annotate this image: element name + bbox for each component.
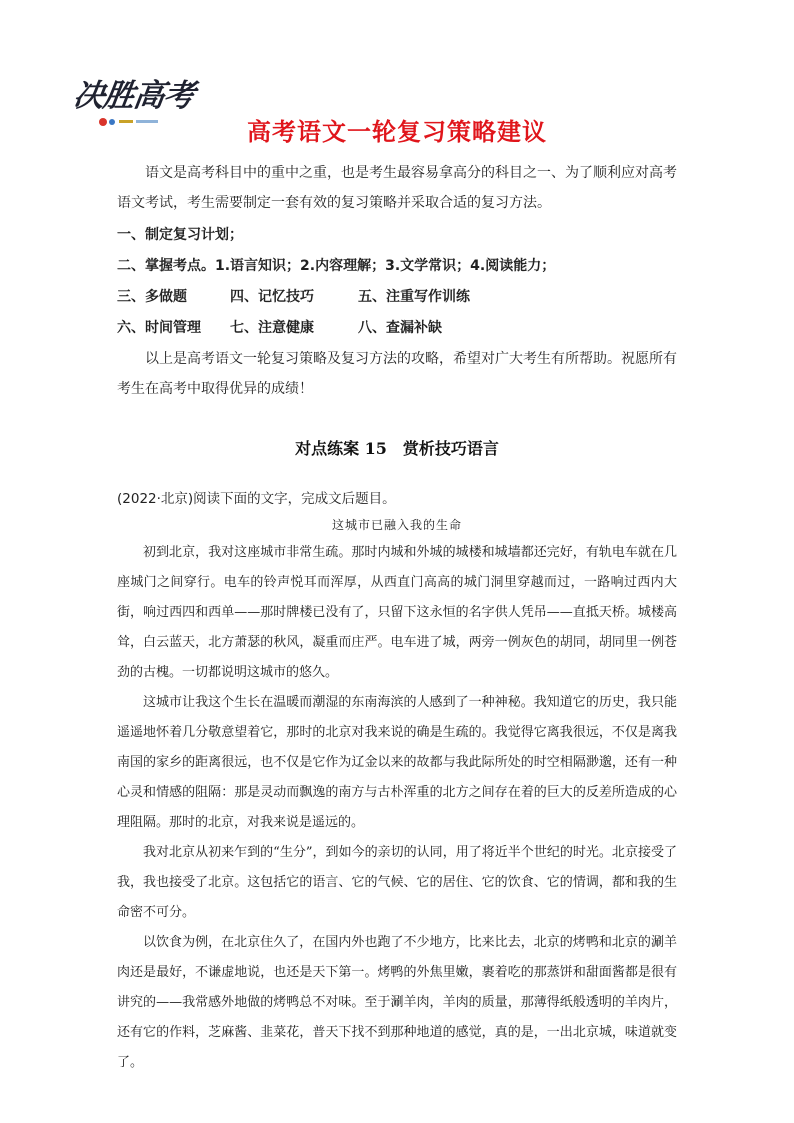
intro-item-2-rest: 1.语言知识；2.内容理解；3.文学常识；4.阅读能力；	[215, 258, 556, 274]
intro-item-1	[117, 220, 677, 251]
intro-row-4-cell: 八、查漏补缺	[358, 320, 442, 336]
intro-row-4-cell: 七、注意健康	[230, 320, 314, 336]
article-title: 这城市已融入我的生命	[331, 518, 462, 532]
exercise-source: (2022·北京)阅读下面的文字，完成文后题目。	[117, 491, 396, 507]
logo-text: 决胜高考	[70, 78, 197, 114]
intro-item-2-prefix: 二、掌握考点。	[117, 258, 215, 274]
intro-row-3-cell: 五、注重写作训练	[358, 289, 470, 305]
intro-row-3	[117, 282, 677, 313]
intro-row-3-cell: 三、多做题	[117, 289, 187, 305]
section-title: 对点练案 15 赏析技巧语言	[295, 439, 499, 458]
article-body	[117, 538, 677, 1078]
intro-row-4-cell: 六、时间管理	[117, 320, 201, 336]
intro-item-2	[117, 251, 677, 282]
intro-paragraph: 语文是高考科目中的重中之重，也是考生最容易拿高分的科目之一、为了顺利应对高考语文考试，考生需要制定一套有效的复习策略并采取合适的复习方法。	[117, 165, 677, 211]
article-paragraph: 这城市让我这个生长在温暖而潮湿的东南海滨的人感到了一种神秘。我知道它的历史，我只能遥遥地怀着几分敬意望着它，那时的北京对我来说的确是生疏的。我觉得它离我很远，不仅是离我南国的家乡的距离很远，也不仅是它作为辽金以来的故都与我此际所处的时空相隔渺邈，还有一种心灵和情感的阻隔：那是灵动而飘逸的南方与古朴浑重的北方之间存在着的巨大的反差所造成的心理阻隔。那时的北京，对我来说是遥远的。	[117, 695, 677, 830]
page-title: 高考语文一轮复习策略建议	[247, 118, 547, 146]
intro-section	[117, 158, 677, 404]
article-paragraph: 以饮食为例，在北京住久了，在国内外也跑了不少地方，比来比去，北京的烤鸭和北京的涮羊肉还是最好，不谦虚地说，也还是天下第一。烤鸭的外焦里嫩，裹着吃的那蒸饼和甜面酱都是很有讲究的——我常感外地做的烤鸭总不对味。至于涮羊肉，羊肉的质量，那薄得纸般透明的羊肉片，还有它的作料，芝麻酱、韭菜花，普天下找不到那种地道的感觉，真的是，一出北京城，味道就变了。	[117, 935, 677, 1070]
intro-row-4	[117, 313, 677, 344]
intro-row-3-cell: 四、记忆技巧	[230, 289, 314, 305]
intro-closing-paragraph: 以上是高考语文一轮复习策略及复习方法的攻略，希望对广大考生有所帮助。祝愿所有考生在高考中取得优异的成绩！	[117, 351, 677, 397]
intro-item-1-text: 一、制定复习计划；	[117, 227, 243, 243]
article-paragraph: 初到北京，我对这座城市非常生疏。那时内城和外城的城楼和城墙都还完好，有轨电车就在几座城门之间穿行。电车的铃声悦耳而浑厚，从西直门高高的城门洞里穿越而过，一路响过西内大街，响过西四和西单——那时牌楼已没有了，只留下这永恒的名字供人凭吊——直抵天桥。城楼高耸，白云蓝天，北方萧瑟的秋风，凝重而庄严。电车进了城，两旁一例灰色的胡同，胡同里一例苍劲的古槐。一切都说明这城市的悠久。	[117, 545, 677, 680]
article-paragraph: 我对北京从初来乍到的“生分”，到如今的亲切的认同，用了将近半个世纪的时光。北京接受了我，我也接受了北京。这包括它的语言、它的气候、它的居住、它的饮食、它的情调，都和我的生命密不可分。	[117, 845, 677, 920]
